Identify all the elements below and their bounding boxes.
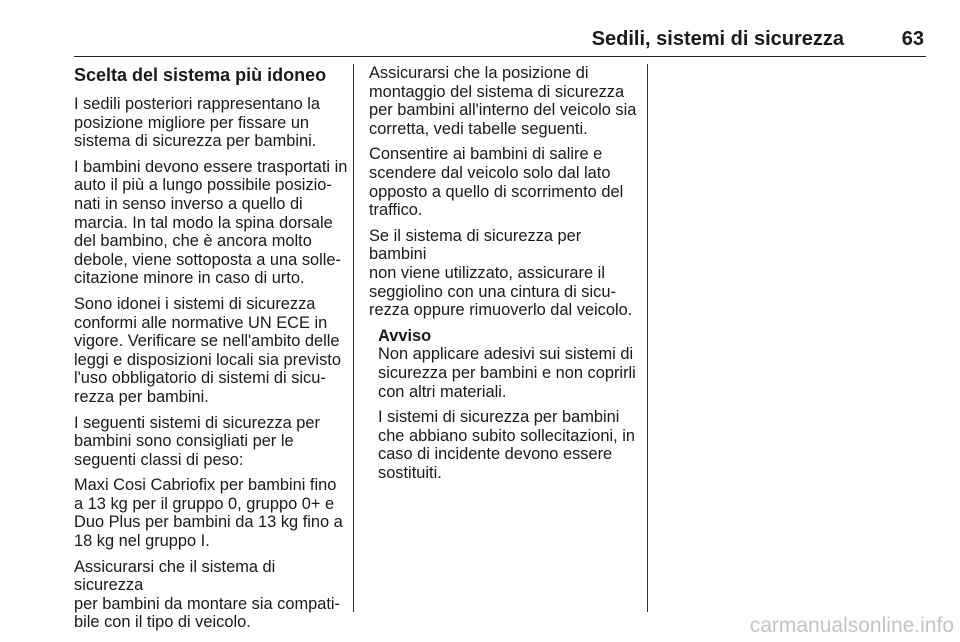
- warning-note: [378, 327, 637, 483]
- watermark: carmanualsonline.info: [749, 614, 954, 637]
- paragraph: Consentire ai bambini di salire e scendere dal veicolo solo dal lato opposto a quello di scorrimento del traffico.: [369, 145, 624, 220]
- right-column: [369, 64, 637, 489]
- paragraph: Assicurarsi che il sistema di sicurezza per bambini da montare sia compati- bile con il tipo di veicolo.: [74, 557, 341, 632]
- section-heading: Scelta del sistema più idoneo: [74, 65, 327, 85]
- paragraph: Assicurarsi che la posizione di montaggio del sistema di sicurezza per bambini all'interno del veicolo sia corretta, vedi tabelle seguenti.: [369, 64, 637, 138]
- paragraph: Sono idonei i sistemi di sicurezza conformi alle normative UN ECE in vigore. Verificare se nell'ambito delle leggi e disposizioni locali sia previsto l'uso obbligatorio di sistemi di sicu- rezza per bambini.: [74, 294, 341, 406]
- paragraph: Maxi Cosi Cabriofix per bambini fino a 13 kg per il gruppo 0, gruppo 0+ e Duo Plus per bambini da 13 kg fino a 18 kg nel gruppo I.: [74, 476, 343, 551]
- paragraph: Se il sistema di sicurezza per bambini non viene utilizzato, assicurare il seggiolino con una cintura di sicu- rezza oppure rimuoverlo dal veicolo.: [369, 226, 633, 320]
- page-header: [74, 22, 926, 57]
- section-title: Sedili, sistemi di sicurezza: [591, 28, 844, 50]
- note-paragraph: I sistemi di sicurezza per bambini che abbiano subito sollecitazioni, in caso di incidente devono essere sostituiti.: [378, 408, 635, 482]
- paragraph: I sedili posteriori rappresentano la posizione migliore per fissare un sistema di sicurezza per bambini.: [74, 95, 320, 151]
- paragraph: I seguenti sistemi di sicurezza per bambini sono consigliati per le seguenti classi di peso:: [74, 413, 320, 469]
- left-column: [74, 64, 349, 639]
- note-paragraph: Non applicare adesivi sui sistemi di sicurezza per bambini e non coprirli con altri materiali.: [378, 345, 636, 401]
- column-divider: [353, 64, 354, 612]
- paragraph: I bambini devono essere trasportati in auto il più a lungo possibile posizio- nati in senso inverso a quello di marcia. In tal modo la spina dorsale del bambino, che è ancora molto debole, viene sottoposta a una solle- citazione minore in caso di urto.: [74, 157, 348, 288]
- column-divider: [647, 64, 648, 612]
- page-number: 63: [901, 28, 924, 50]
- note-title: Avviso: [378, 326, 432, 345]
